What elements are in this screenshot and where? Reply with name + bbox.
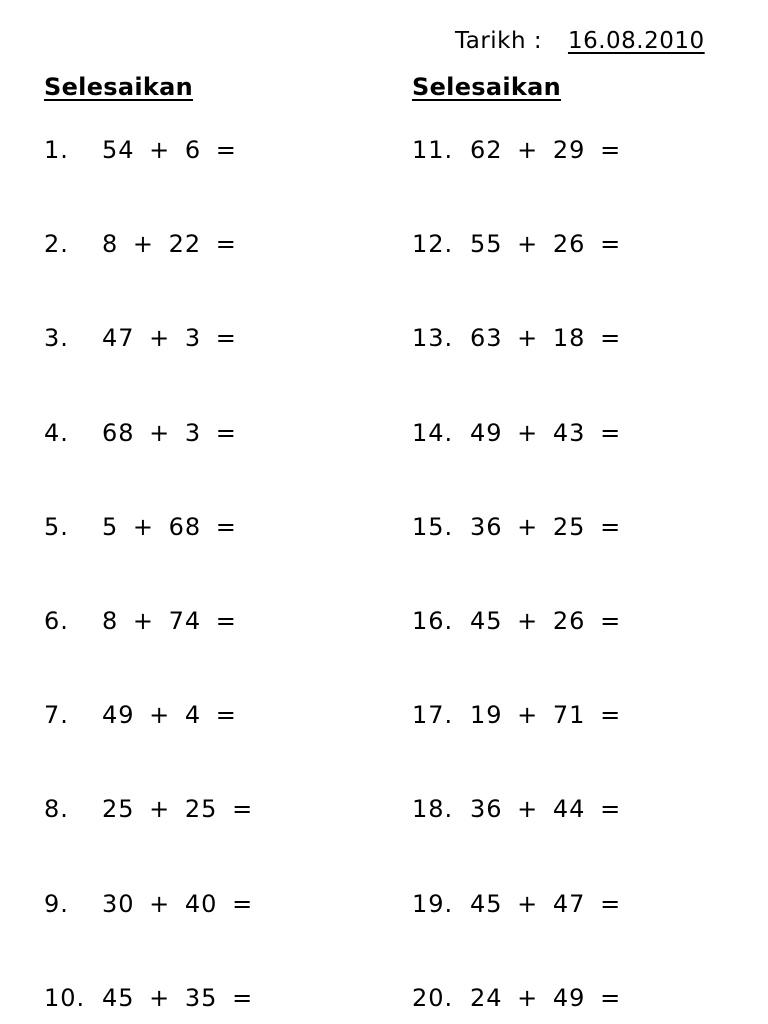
problem-expression: 8 + 22 = xyxy=(102,230,237,258)
problem-expression: 25 + 25 = xyxy=(102,795,254,823)
problem-row xyxy=(44,227,237,261)
problem-expression: 5 + 68 = xyxy=(102,513,237,541)
problem-number: 12. xyxy=(412,230,454,258)
right-column xyxy=(412,0,742,1024)
problem-row xyxy=(412,227,621,261)
problem-row xyxy=(412,604,621,638)
problem-number: 7. xyxy=(44,701,69,729)
problem-number: 9. xyxy=(44,890,69,918)
problem-expression: 36 + 25 = xyxy=(470,513,622,541)
problem-expression: 63 + 18 = xyxy=(470,324,622,352)
problem-number: 20. xyxy=(412,984,454,1012)
problem-number: 16. xyxy=(412,607,454,635)
problem-number: 18. xyxy=(412,795,454,823)
problem-number: 6. xyxy=(44,607,69,635)
problem-expression: 45 + 35 = xyxy=(102,984,254,1012)
problem-expression: 45 + 47 = xyxy=(470,890,622,918)
problem-row xyxy=(44,604,237,638)
date-value: 16.08.2010 xyxy=(567,28,705,54)
problem-number: 19. xyxy=(412,890,454,918)
problem-expression: 54 + 6 = xyxy=(102,136,237,164)
column-heading: Selesaikan xyxy=(44,73,194,101)
problem-expression: 55 + 26 = xyxy=(470,230,622,258)
problem-number: 8. xyxy=(44,795,69,823)
problem-expression: 36 + 44 = xyxy=(470,795,622,823)
problem-number: 10. xyxy=(44,984,86,1012)
problem-expression: 30 + 40 = xyxy=(102,890,254,918)
problem-row xyxy=(44,416,237,450)
problem-row xyxy=(412,510,621,544)
problem-number: 17. xyxy=(412,701,454,729)
problem-number: 4. xyxy=(44,419,69,447)
problem-row xyxy=(412,416,621,450)
problem-expression: 62 + 29 = xyxy=(470,136,622,164)
problem-number: 3. xyxy=(44,324,69,352)
date-label: Tarikh : xyxy=(455,28,543,54)
problem-row xyxy=(412,981,621,1015)
problem-number: 15. xyxy=(412,513,454,541)
problem-expression: 49 + 4 = xyxy=(102,701,237,729)
column-heading: Selesaikan xyxy=(412,73,562,101)
problem-row xyxy=(44,133,237,167)
problem-expression: 47 + 3 = xyxy=(102,324,237,352)
problem-row xyxy=(44,510,237,544)
problem-row xyxy=(412,792,621,826)
problem-number: 11. xyxy=(412,136,454,164)
problem-number: 13. xyxy=(412,324,454,352)
problem-number: 1. xyxy=(44,136,69,164)
problem-row xyxy=(44,698,237,732)
problem-expression: 24 + 49 = xyxy=(470,984,622,1012)
problem-expression: 49 + 43 = xyxy=(470,419,622,447)
problem-expression: 68 + 3 = xyxy=(102,419,237,447)
problem-row xyxy=(44,981,253,1015)
problem-row xyxy=(412,887,621,921)
problem-row xyxy=(44,792,253,826)
problem-number: 5. xyxy=(44,513,69,541)
left-column xyxy=(44,0,374,1024)
problem-number: 14. xyxy=(412,419,454,447)
problem-row xyxy=(412,321,621,355)
problem-number: 2. xyxy=(44,230,69,258)
problem-expression: 19 + 71 = xyxy=(470,701,622,729)
problem-expression: 45 + 26 = xyxy=(470,607,622,635)
problem-row xyxy=(44,887,253,921)
problem-row xyxy=(412,133,621,167)
problem-row xyxy=(44,321,237,355)
problem-row xyxy=(412,698,621,732)
problem-expression: 8 + 74 = xyxy=(102,607,237,635)
